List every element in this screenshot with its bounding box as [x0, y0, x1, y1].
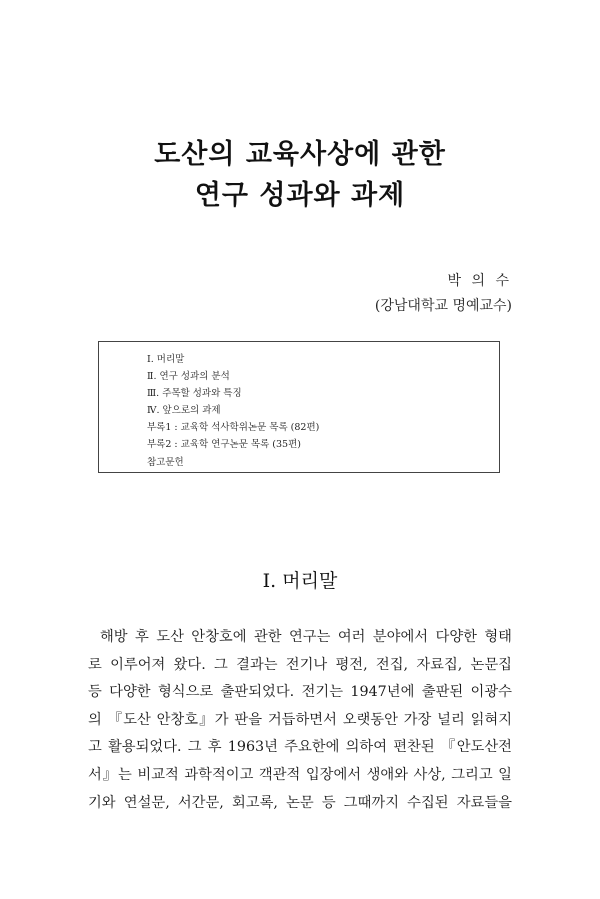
section-heading: Ⅰ. 머리말 [262, 570, 338, 592]
toc-item: 참고문헌 [147, 456, 184, 468]
body-line: 고 활용되었다. 그 후 1963년 주요한에 의하여 편찬된 『안도산전 [88, 739, 512, 756]
table-of-contents-box [98, 341, 500, 473]
toc-item: Ⅰ. 머리말 [147, 354, 185, 365]
paper-title-line-1: 도산의 교육사상에 관한 [154, 139, 446, 170]
toc-item: Ⅳ. 앞으로의 과제 [147, 405, 221, 417]
body-line: 의 『도산 안창호』가 판을 거듭하면서 오랫동안 가장 널리 읽혀지 [88, 711, 512, 728]
body-line: 등 다양한 형식으로 출판되었다. 전기는 1947년에 출판된 이광수 [88, 684, 512, 701]
toc-item: 부록2 : 교육학 연구논문 목록 (35편) [147, 439, 301, 451]
body-line: 로 이루어져 왔다. 그 결과는 전기나 평전, 전집, 자료집, 논문집 [88, 656, 512, 673]
body-line: 해방 후 도산 안창호에 관한 연구는 여러 분야에서 다양한 형태 [100, 629, 512, 645]
table-of-contents [147, 351, 319, 471]
author-affiliation: (강남대학교 명예교수) [374, 298, 512, 314]
toc-item: Ⅲ. 주목할 성과와 특징 [147, 388, 242, 400]
toc-item: 부록1 : 교육학 석사학위논문 목록 (82편) [147, 422, 320, 434]
body-paragraph [88, 624, 512, 817]
toc-item: Ⅱ. 연구 성과의 분석 [147, 371, 230, 383]
body-line: 서』는 비교적 과학적이고 객관적 입장에서 생애와 사상, 그리고 일 [88, 766, 512, 783]
paper-title-line-2: 연구 성과와 과제 [194, 180, 406, 211]
body-line: 기와 연설문, 서간문, 회고록, 논문 등 그때까지 수집된 자료들을 [88, 794, 512, 811]
author-name: 박 의 수 [447, 273, 512, 289]
